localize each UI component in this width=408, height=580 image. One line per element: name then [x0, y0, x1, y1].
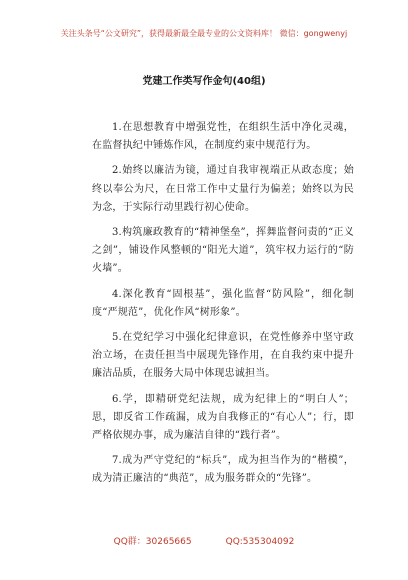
paragraph-3: 3.构筑廉政教育的“精神堡垒”，挥舞监督问责的“正义之剑”，铺设作风整顿的“阳光大道”，筑牢权力运行的“防火墙”。	[92, 227, 354, 275]
footer-qq-group: QQ群：30265665	[113, 537, 192, 547]
paragraph-4: 4.深化教育“固根基”，强化监督“防风险”，细化制度“严规范”，优化作风“树形象”。	[92, 288, 354, 318]
paragraph-2: 2.始终以廉洁为镜，通过自我审视端正从政态度；始终以奉公为尺，在日常工作中丈量行为偏差；始终以为民为念，于实际行动里践行初心使命。	[92, 165, 354, 213]
footer-qq-number: QQ:535304092	[225, 537, 295, 547]
footer-contact	[0, 536, 408, 548]
header-promo-note: 关注头条号“公文研究”，获得最新最全最专业的公文资料库！ 微信：gongwenyj	[60, 29, 348, 38]
paragraph-1: 1.在思想教育中增强党性，在组织生活中净化灵魂，在监督执纪中锤炼作风，在制度约束中规范行为。	[92, 122, 354, 152]
paragraph-7: 7.成为严守党纪的“标兵”，成为担当作为的“楷模”，成为清正廉洁的“典范”，成为服务群众的“先锋”。	[92, 455, 354, 485]
paragraph-5: 5.在党纪学习中强化纪律意识，在党性修养中坚守政治立场，在责任担当中展现先锋作用，在自我约束中提升廉洁品质，在服务大局中体现忠诚担当。	[92, 332, 354, 380]
document-body	[92, 119, 354, 496]
paragraph-6: 6.学，即精研党纪法规，成为纪律上的“明白人”；思，即反省工作疏漏，成为自我修正的“有心人”；行，即严格依规办事，成为廉洁自律的“践行者”。	[92, 393, 354, 442]
document-title: 党建工作类写作金句(40组)	[142, 76, 266, 87]
